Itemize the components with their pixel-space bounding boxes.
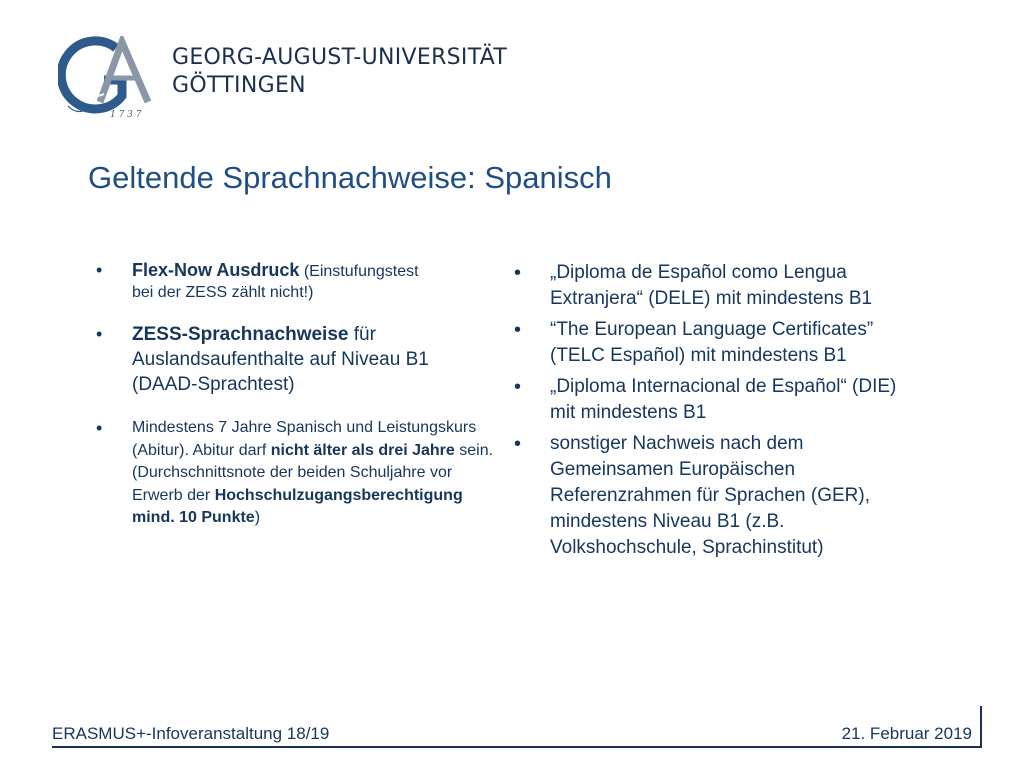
university-name-line1: GEORG-AUGUST-UNIVERSITÄT (172, 45, 508, 70)
right-column (508, 260, 908, 566)
item-bold-text: Hochschulzugangsberechtigung mind. 10 Punkte (132, 486, 463, 526)
item-bold-text: Flex-Now Ausdruck (132, 260, 300, 280)
item-text: sein. (Durchschnittsnote der beiden Schuljahre vor Erwerb der (132, 441, 494, 504)
slide-title: Geltende Sprachnachweise: Spanisch (88, 160, 612, 195)
list-item (508, 431, 908, 561)
item-text: (Einstufungstest (299, 263, 419, 280)
item-bold-text: ZESS-Sprachnachweise (132, 324, 349, 345)
item-text: für Auslandsaufenthalte auf Niveau B1 (DAAD-Sprachtest) (132, 324, 429, 395)
bullet-icon: • (96, 418, 103, 438)
list-item (508, 260, 908, 312)
item-text: „Diploma Internacional de Español“ (DIE) mit mindestens B1 (550, 376, 897, 423)
university-name (172, 44, 507, 100)
item-text: ) (254, 509, 261, 526)
list-item (96, 260, 498, 303)
item-bold-text: nicht älter als drei Jahre (270, 441, 455, 459)
left-column (96, 260, 498, 530)
footer-date: 21. Februar 2019 (841, 724, 972, 743)
list-item (508, 317, 908, 369)
bullet-icon: • (96, 260, 103, 280)
bullet-icon: • (514, 433, 522, 455)
university-name-line2: GÖTTINGEN (172, 73, 306, 98)
item-text: Mindestens 7 Jahre Spanisch und Leistungskurs (Abitur). Abitur darf (132, 419, 477, 459)
item-text: “The European Language Certificates” (TELC Español) mit mindestens B1 (550, 319, 874, 366)
university-seal-icon (58, 36, 158, 128)
item-text: „Diploma de Español como Lengua Extranjera“ (DELE) mit mindestens B1 (550, 262, 873, 309)
item-text: sonstiger Nachweis nach dem Gemeinsamen Europäischen Referenzrahmen für Sprachen (GER), mindestens Niveau B1 (z.B. Volkshochschule, Sprachinstitut) (550, 433, 870, 558)
list-item (508, 374, 908, 426)
bullet-icon: • (514, 376, 522, 398)
list-item (96, 417, 498, 530)
footer-corner-divider (980, 706, 982, 748)
footer-divider (52, 746, 982, 748)
logo-year: 1 7 3 7 (110, 110, 142, 120)
list-item (96, 322, 498, 397)
footer-event: ERASMUS+-Infoveranstaltung 18/19 (52, 724, 330, 743)
bullet-icon: • (514, 319, 522, 341)
bullet-icon: • (96, 324, 103, 344)
item-text: bei der ZESS zählt nicht!) (132, 284, 314, 301)
bullet-icon: • (514, 262, 522, 284)
university-logo (58, 36, 158, 128)
